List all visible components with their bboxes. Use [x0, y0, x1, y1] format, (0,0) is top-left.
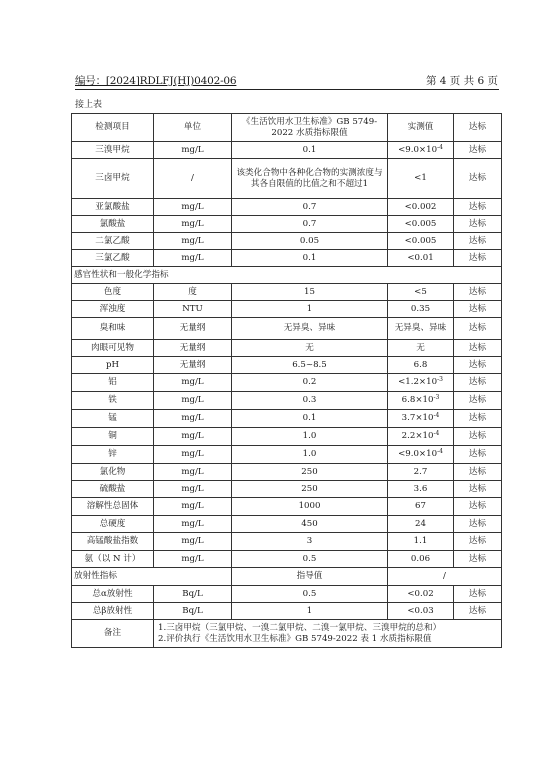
remarks-row: [72, 620, 502, 648]
unit-cell: [154, 340, 232, 357]
table-row: [72, 374, 502, 392]
unit-cell-text: mg/L: [181, 553, 204, 564]
measured-cell: [388, 284, 454, 301]
unit-cell: [154, 159, 232, 199]
limit-cell-text: 0.7: [302, 218, 317, 229]
item-cell: [72, 374, 154, 392]
measured-cell: [388, 533, 454, 551]
item-cell-text: 三氯乙酸: [95, 252, 130, 263]
limit-cell-text: 无: [305, 342, 314, 353]
result-cell: [454, 233, 502, 250]
item-cell: [72, 357, 154, 374]
result-cell-text: 达标: [468, 359, 487, 370]
result-cell-text: 达标: [468, 466, 487, 477]
limit-cell: [232, 586, 388, 603]
unit-cell-text: mg/L: [181, 252, 204, 263]
result-cell: [454, 533, 502, 551]
item-cell: [72, 301, 154, 318]
result-cell-text: 达标: [468, 483, 487, 494]
limit-cell-text: 0.3: [302, 395, 317, 406]
limit-cell-text: 该类化合物中各种化合物的实测浓度与其各自限值的比值之和不超过1: [236, 168, 383, 189]
unit-cell: [154, 410, 232, 428]
unit-cell-text: 无量纲: [179, 359, 206, 370]
measured-cell-text: <0.03: [407, 605, 434, 616]
unit-cell-text: mg/L: [181, 518, 204, 529]
measured-cell-text: 6.8×10: [401, 395, 434, 406]
item-cell-text: 铁: [108, 395, 117, 406]
item-cell-text: 总硬度: [99, 518, 126, 529]
item-cell: [72, 392, 154, 410]
unit-cell: [154, 357, 232, 374]
item-cell: [72, 481, 154, 498]
result-cell-text: 达标: [468, 413, 487, 424]
measured-cell: [388, 516, 454, 533]
limit-cell: [232, 428, 388, 446]
item-cell-text: 氯酸盐: [99, 218, 126, 229]
result-cell: [454, 446, 502, 464]
result-cell: [454, 603, 502, 620]
result-cell: [454, 199, 502, 216]
item-cell: [72, 284, 154, 301]
item-cell: [72, 318, 154, 340]
result-cell-text: 达标: [468, 536, 487, 547]
measured-cell-text: 24: [415, 518, 426, 529]
limit-cell-text: 0.5: [302, 588, 317, 599]
measured-cell: [388, 446, 454, 464]
result-cell: [454, 516, 502, 533]
unit-cell: [154, 533, 232, 551]
result-cell-text: 达标: [468, 303, 487, 314]
unit-cell-text: mg/L: [181, 235, 204, 246]
measured-cell: [388, 159, 454, 199]
unit-cell: [154, 392, 232, 410]
limit-cell: [232, 284, 388, 301]
limit-cell: [232, 374, 388, 392]
page-header: [75, 73, 498, 90]
item-cell-text: 三卤甲烷: [95, 173, 130, 184]
item-cell: [72, 586, 154, 603]
table-header-row: [72, 114, 502, 142]
limit-cell-text: 15: [304, 286, 315, 297]
table-row: [72, 142, 502, 159]
measured-cell-text: <0.005: [404, 235, 437, 246]
limit-cell-text: 0.1: [302, 252, 317, 263]
exponent: -4: [437, 143, 443, 151]
result-cell: [454, 498, 502, 516]
limit-cell-text: 1.0: [302, 431, 317, 442]
unit-cell: [154, 284, 232, 301]
unit-cell: [154, 318, 232, 340]
result-cell-text: 达标: [468, 201, 487, 212]
result-cell: [454, 481, 502, 498]
column-header-item: 检测项目: [72, 114, 154, 142]
unit-cell-text: NTU: [182, 303, 203, 314]
table-row: [72, 159, 502, 199]
measured-cell-text: <9.0×10: [398, 449, 438, 460]
unit-cell-text: mg/L: [181, 218, 204, 229]
measured-cell: [388, 199, 454, 216]
limit-cell-text: 3: [306, 536, 313, 547]
measured-cell: [388, 301, 454, 318]
table-row: [72, 481, 502, 498]
header-divider: [75, 89, 499, 90]
exponent: -3: [433, 394, 440, 402]
unit-cell-text: mg/L: [181, 377, 204, 388]
item-cell-text: 氯化物: [99, 466, 126, 477]
measured-cell-text: 2.7: [413, 466, 428, 477]
result-cell: [454, 428, 502, 446]
table-row: [72, 498, 502, 516]
unit-cell-text: Bq/L: [182, 588, 203, 599]
exponent: -4: [433, 412, 440, 420]
result-cell: [454, 250, 502, 267]
measured-cell-text: <0.01: [407, 252, 434, 263]
page-counter: 第 4 页 共 6 页: [425, 75, 498, 87]
disinfection-byproducts-group: [72, 142, 502, 267]
limit-cell: [232, 392, 388, 410]
item-cell-text: 总α放射性: [92, 588, 133, 599]
measured-cell-text: 1.1: [413, 536, 428, 547]
item-cell: [72, 603, 154, 620]
limit-cell: [232, 233, 388, 250]
item-cell-text: 铝: [108, 377, 117, 388]
item-cell-text: 锌: [108, 449, 117, 460]
measured-cell: [388, 603, 454, 620]
measured-cell-text: <0.002: [404, 201, 437, 212]
item-cell: [72, 498, 154, 516]
limit-cell: [232, 516, 388, 533]
unit-cell: [154, 446, 232, 464]
limit-cell-text: 1: [306, 605, 313, 616]
exponent: -4: [437, 448, 443, 456]
limit-cell: [232, 301, 388, 318]
table-row: [72, 357, 502, 374]
unit-cell-text: mg/L: [181, 431, 204, 442]
unit-cell-text: mg/L: [181, 466, 204, 477]
item-cell: [72, 250, 154, 267]
result-cell-text: 达标: [468, 235, 487, 246]
measured-cell-text: <5: [414, 286, 427, 297]
unit-cell-text: mg/L: [181, 483, 204, 494]
measured-cell-text: <1: [414, 173, 427, 184]
section-title-radioactivity: 放射性指标: [72, 568, 232, 586]
limit-cell-text: 1.0: [302, 449, 317, 460]
result-cell-text: 达标: [468, 395, 487, 406]
unit-cell: [154, 142, 232, 159]
limit-cell: [232, 533, 388, 551]
item-cell-text: pH: [106, 359, 119, 370]
item-cell: [72, 533, 154, 551]
result-cell-text: 达标: [468, 501, 487, 512]
measured-cell-text: 6.8: [413, 359, 428, 370]
item-cell-text: 臭和味: [99, 323, 126, 334]
unit-cell: [154, 551, 232, 568]
item-cell: [72, 551, 154, 568]
unit-cell-text: 无量纲: [179, 323, 206, 334]
result-cell-text: 达标: [468, 449, 487, 460]
measured-cell: [388, 357, 454, 374]
result-cell-text: 达标: [468, 173, 487, 184]
unit-cell-text: 无量纲: [179, 342, 206, 353]
unit-cell-text: mg/L: [181, 413, 204, 424]
limit-cell-text: 6.5~8.5: [292, 359, 327, 370]
remark-line-1: 1.三卤甲烷（三氯甲烷、一溴二氯甲烷、二溴一氯甲烷、三溴甲烷的总和）: [158, 622, 442, 633]
water-quality-results-table: [71, 113, 502, 648]
item-cell: [72, 516, 154, 533]
measured-cell: [388, 586, 454, 603]
limit-cell: [232, 410, 388, 428]
radioactivity-group: [72, 586, 502, 620]
limit-cell: [232, 498, 388, 516]
result-cell-text: 达标: [468, 252, 487, 263]
limit-cell-text: 0.2: [302, 377, 317, 388]
column-header-limit: 《生活饮用水卫生标准》GB 5749-2022 水质指标限值: [232, 114, 388, 142]
limit-cell-text: 0.1: [302, 144, 317, 155]
result-cell-text: 达标: [468, 342, 487, 353]
unit-cell-text: mg/L: [181, 395, 204, 406]
guide-value-label: 指导值: [232, 568, 388, 586]
limit-cell: [232, 250, 388, 267]
result-cell: [454, 586, 502, 603]
table-row: [72, 603, 502, 620]
limit-cell-text: 0.1: [302, 413, 317, 424]
unit-cell: [154, 374, 232, 392]
measured-cell: [388, 250, 454, 267]
item-cell-text: 高锰酸盐指数: [86, 536, 139, 547]
measured-cell: [388, 551, 454, 568]
unit-cell: [154, 199, 232, 216]
result-cell: [454, 551, 502, 568]
limit-cell-text: 0.5: [302, 553, 317, 564]
limit-cell-text: 0.7: [302, 201, 317, 212]
limit-cell-text: 0.05: [299, 235, 320, 246]
table-row: [72, 464, 502, 481]
measured-cell-text: <0.005: [404, 218, 437, 229]
limit-cell: [232, 199, 388, 216]
measured-cell-text: 3.7×10: [401, 413, 434, 424]
item-cell-text: 肉眼可见物: [91, 342, 134, 353]
limit-cell: [232, 464, 388, 481]
measured-cell: [388, 216, 454, 233]
limit-cell: [232, 357, 388, 374]
table-row: [72, 340, 502, 357]
result-cell-text: 达标: [468, 323, 487, 334]
limit-cell: [232, 481, 388, 498]
measured-cell: [388, 392, 454, 410]
unit-cell: [154, 498, 232, 516]
item-cell-text: 溶解性总固体: [86, 501, 139, 512]
result-cell-text: 达标: [468, 218, 487, 229]
measured-cell: [388, 428, 454, 446]
limit-cell-text: 450: [301, 518, 318, 529]
unit-cell: [154, 603, 232, 620]
limit-cell: [232, 142, 388, 159]
unit-cell: [154, 216, 232, 233]
unit-cell-text: mg/L: [181, 201, 204, 212]
measured-cell: [388, 374, 454, 392]
table-row: [72, 410, 502, 428]
result-cell: [454, 374, 502, 392]
result-cell-text: 达标: [468, 144, 487, 155]
result-cell-text: 达标: [468, 518, 487, 529]
measured-cell-text: <0.02: [407, 588, 434, 599]
result-cell: [454, 301, 502, 318]
measured-cell: [388, 233, 454, 250]
item-cell-text: 硫酸盐: [99, 483, 126, 494]
section-row-sensory: [72, 267, 502, 284]
limit-cell: [232, 159, 388, 199]
continued-label: 接上表: [75, 100, 103, 110]
item-cell-text: 二氯乙酸: [95, 235, 130, 246]
unit-cell-text: mg/L: [181, 501, 204, 512]
unit-cell-text: Bq/L: [182, 605, 203, 616]
result-cell: [454, 142, 502, 159]
section-row-radioactivity: [72, 568, 502, 586]
result-cell: [454, 340, 502, 357]
limit-cell: [232, 318, 388, 340]
result-cell: [454, 410, 502, 428]
measured-cell: [388, 481, 454, 498]
measured-cell: [388, 498, 454, 516]
measured-cell: [388, 340, 454, 357]
measured-cell-text: 67: [415, 501, 426, 512]
item-cell: [72, 446, 154, 464]
limit-cell: [232, 603, 388, 620]
unit-cell: [154, 250, 232, 267]
measured-cell: [388, 464, 454, 481]
table-row: [72, 216, 502, 233]
remark-line-2: 2.评价执行《生活饮用水卫生标准》GB 5749-2022 表 1 水质指标限值: [158, 633, 432, 644]
result-cell: [454, 216, 502, 233]
table-row: [72, 551, 502, 568]
unit-cell: [154, 516, 232, 533]
table-row: [72, 533, 502, 551]
item-cell: [72, 159, 154, 199]
table-row: [72, 318, 502, 340]
exponent: -3: [437, 376, 443, 384]
measured-cell: [388, 410, 454, 428]
item-cell-text: 氨（以 N 计）: [84, 553, 141, 564]
item-cell-text: 铜: [108, 431, 117, 442]
item-cell: [72, 340, 154, 357]
unit-cell-text: mg/L: [181, 449, 204, 460]
unit-cell: [154, 301, 232, 318]
section-title-sensory: 感官性状和一般化学指标: [72, 267, 502, 284]
limit-cell-text: 250: [301, 466, 318, 477]
item-cell: [72, 216, 154, 233]
table-row: [72, 199, 502, 216]
result-cell: [454, 318, 502, 340]
not-applicable-mark: /: [388, 568, 502, 586]
item-cell-text: 亚氯酸盐: [95, 201, 130, 212]
table-row: [72, 446, 502, 464]
limit-cell-text: 无异臭、异味: [283, 323, 336, 334]
limit-cell: [232, 216, 388, 233]
remarks-label: 备注: [72, 620, 154, 648]
unit-cell-text: 度: [188, 286, 197, 297]
table-row: [72, 233, 502, 250]
unit-cell: [154, 586, 232, 603]
column-header-result: 达标: [454, 114, 502, 142]
measured-cell-text: 0.35: [410, 303, 431, 314]
item-cell-text: 三溴甲烷: [95, 144, 130, 155]
item-cell-text: 总β放射性: [92, 605, 133, 616]
limit-cell: [232, 340, 388, 357]
unit-cell-text: mg/L: [181, 144, 204, 155]
table-row: [72, 428, 502, 446]
limit-cell: [232, 551, 388, 568]
result-cell: [454, 284, 502, 301]
result-cell-text: 达标: [468, 605, 487, 616]
item-cell-text: 浑浊度: [99, 303, 126, 314]
sensory-chemical-group: [72, 284, 502, 568]
measured-cell-text: 无异臭、异味: [394, 323, 447, 334]
item-cell-text: 锰: [108, 413, 117, 424]
result-cell-text: 达标: [468, 588, 487, 599]
unit-cell: [154, 428, 232, 446]
item-cell: [72, 428, 154, 446]
table-row: [72, 250, 502, 267]
measured-cell-text: 3.6: [413, 483, 428, 494]
unit-cell-text: /: [191, 173, 194, 184]
column-header-measured: 实测值: [388, 114, 454, 142]
measured-cell-text: 2.2×10: [401, 431, 434, 442]
remarks-content: [154, 620, 502, 648]
item-cell: [72, 410, 154, 428]
measured-cell-text: 无: [416, 342, 425, 353]
limit-cell-text: 250: [301, 483, 318, 494]
result-cell: [454, 357, 502, 374]
item-cell: [72, 233, 154, 250]
limit-cell-text: 1: [306, 303, 313, 314]
table-row: [72, 516, 502, 533]
result-cell-text: 达标: [468, 377, 487, 388]
result-cell: [454, 159, 502, 199]
item-cell: [72, 199, 154, 216]
table-row: [72, 301, 502, 318]
column-header-unit: 单位: [154, 114, 232, 142]
limit-cell: [232, 446, 388, 464]
measured-cell: [388, 142, 454, 159]
table-row: [72, 586, 502, 603]
unit-cell-text: mg/L: [181, 536, 204, 547]
result-cell-text: 达标: [468, 553, 487, 564]
measured-cell-text: <1.2×10: [398, 377, 438, 388]
unit-cell: [154, 464, 232, 481]
item-cell: [72, 464, 154, 481]
result-cell-text: 达标: [468, 286, 487, 297]
measured-cell-text: 0.06: [410, 553, 431, 564]
table-row: [72, 392, 502, 410]
unit-cell: [154, 481, 232, 498]
result-cell: [454, 464, 502, 481]
limit-cell-text: 1000: [298, 501, 321, 512]
exponent: -4: [433, 430, 440, 438]
measured-cell-text: <9.0×10: [398, 144, 438, 155]
result-cell: [454, 392, 502, 410]
table-row: [72, 284, 502, 301]
item-cell-text: 色度: [103, 286, 122, 297]
result-cell-text: 达标: [468, 431, 487, 442]
item-cell: [72, 142, 154, 159]
document-number: 编号：[2024]RDLFJ(HJ)0402-06: [75, 75, 237, 87]
unit-cell: [154, 233, 232, 250]
measured-cell: [388, 318, 454, 340]
